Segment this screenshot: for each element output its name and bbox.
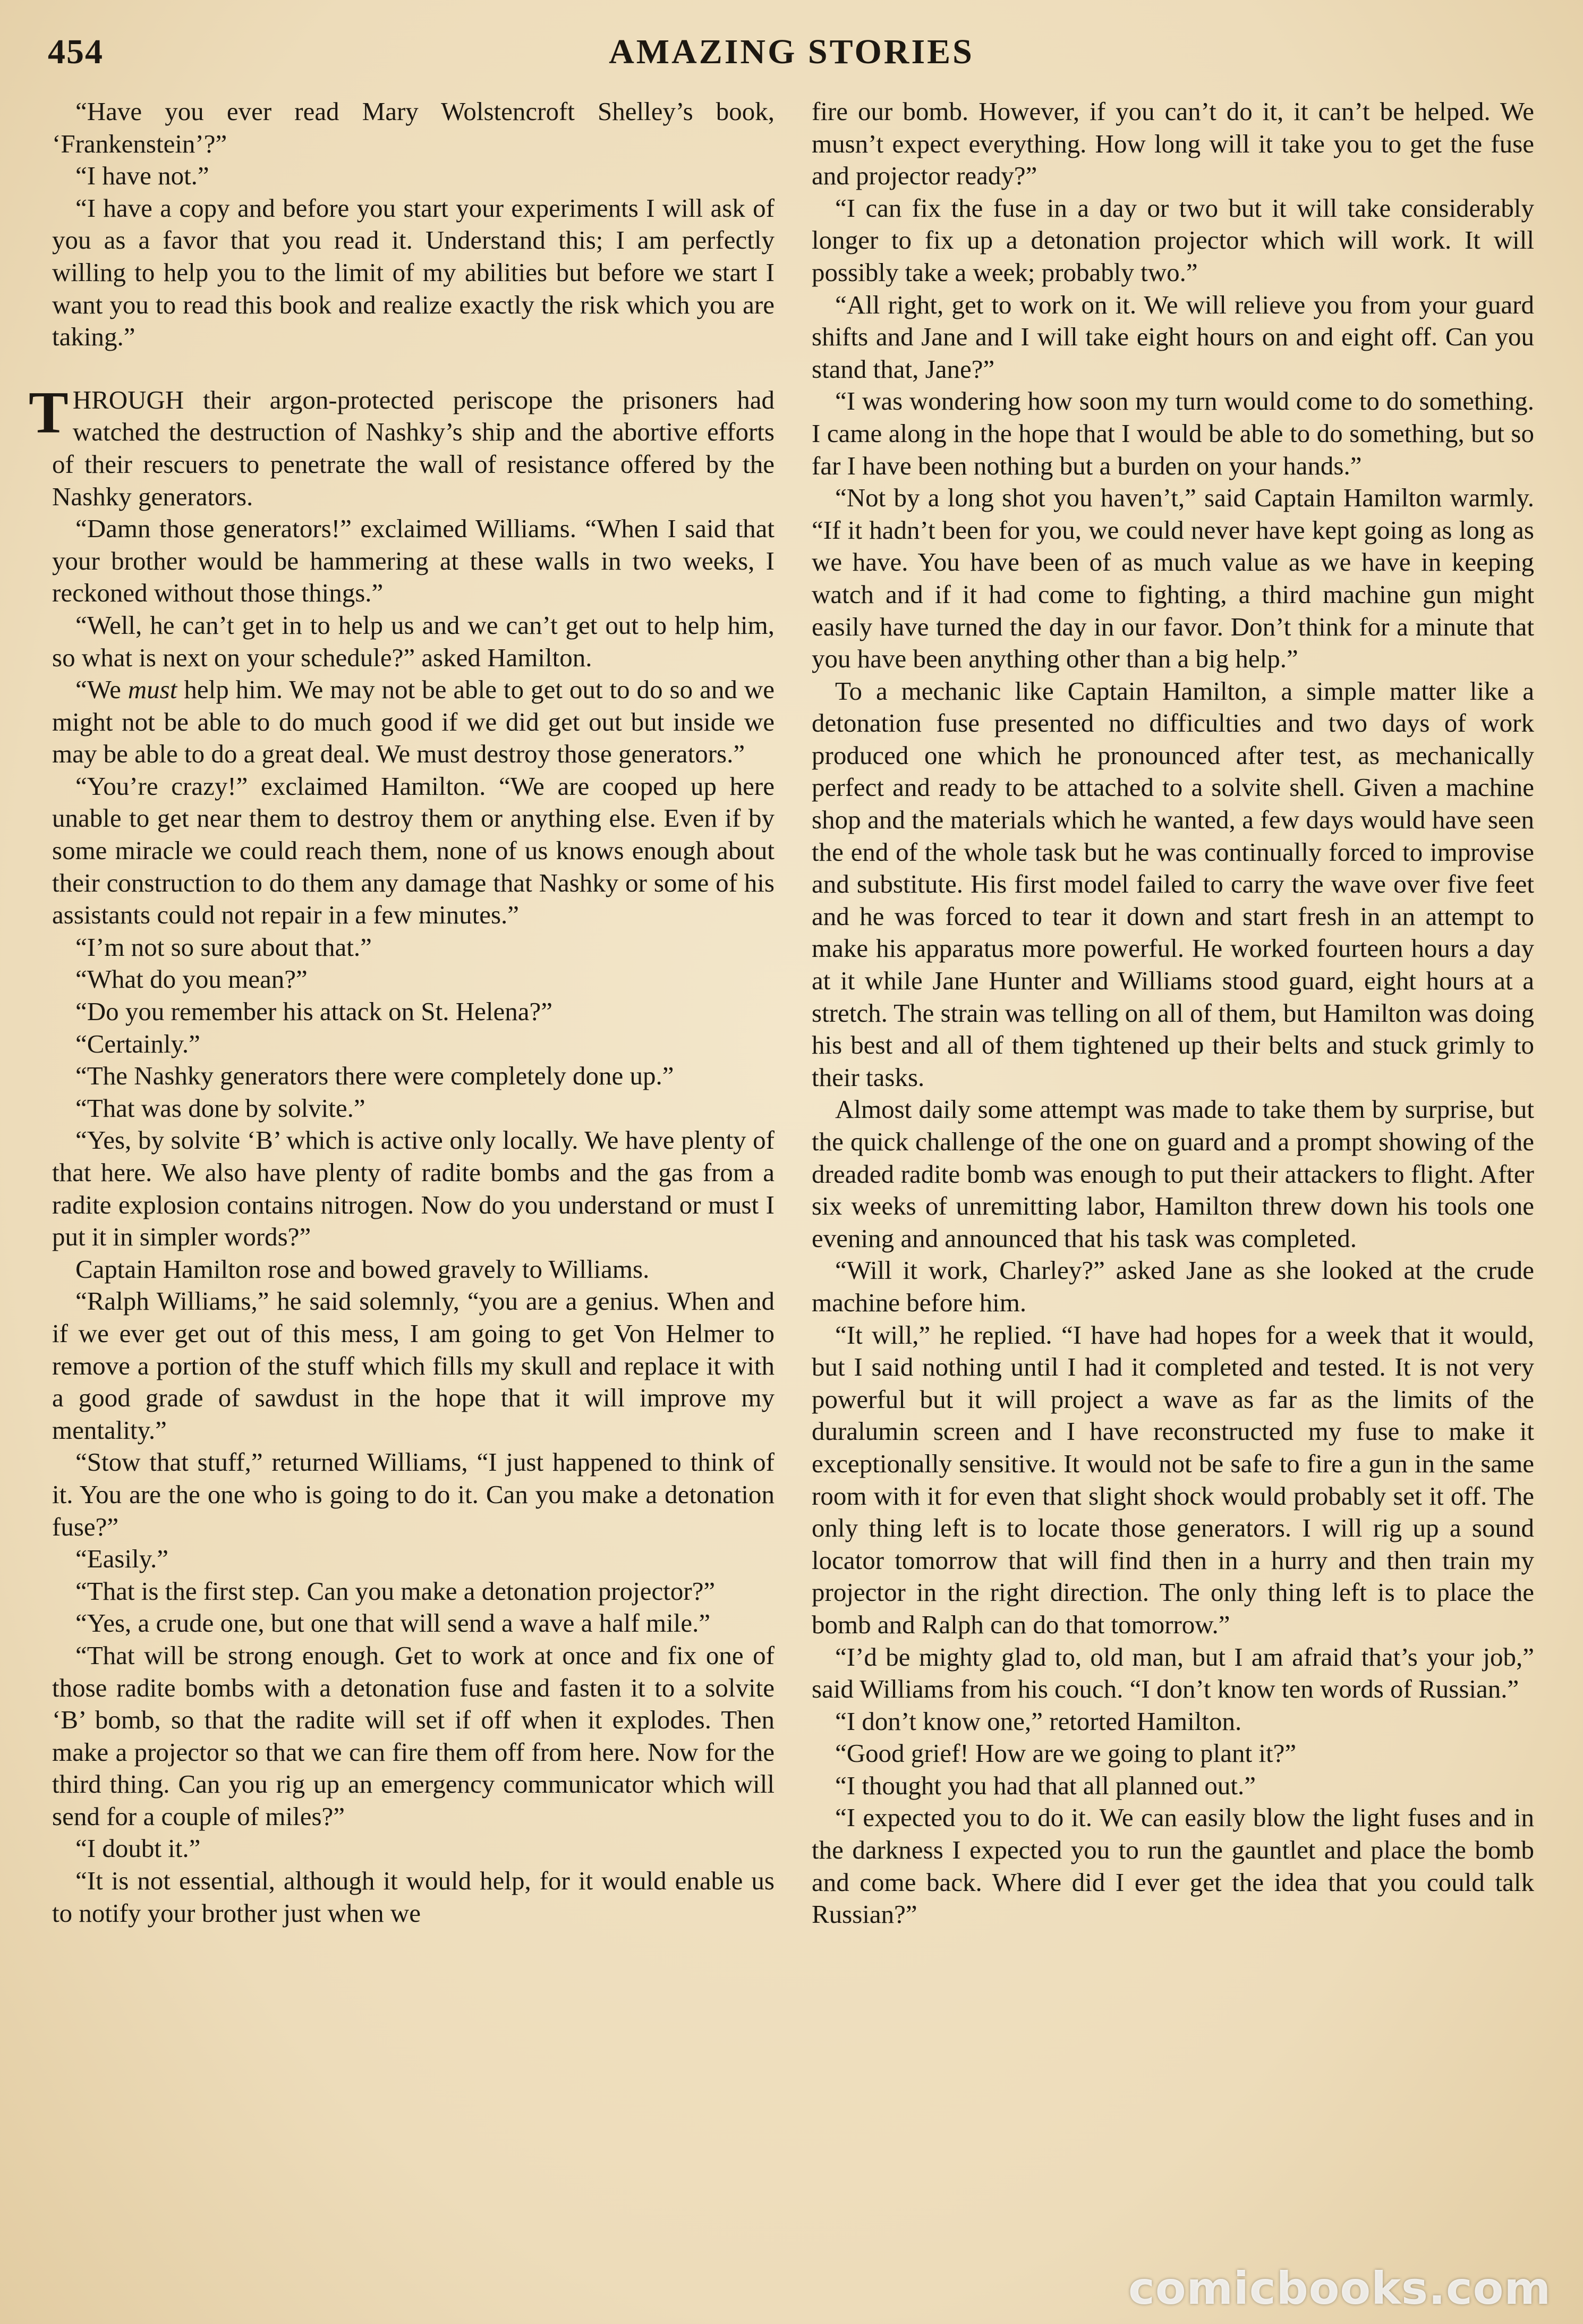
paragraph: “I can fix the fuse in a day or two but it will take considerably longer to fix up a detonation projector which will work. It will possibly take a week; probably two.” — [812, 193, 1534, 287]
paragraph: “All right, get to work on it. We will relieve you from your guard shifts and Jane and I will take eight hours on and eight off. Can you stand that, Jane?” — [812, 290, 1534, 384]
paragraph: “Will it work, Charley?” asked Jane as she looked at the crude machine before him. — [812, 1256, 1534, 1317]
paragraph: “Do you remember his attack on St. Helena?” — [75, 997, 553, 1027]
left-column — [29, 96, 775, 2290]
paragraph: “Ralph Williams,” he said solemnly, “you are a genius. When and if we ever get out of this mess, I am going to get Von Helmer to remove a portion of the stuff which fills my skull and replace it with a good grade of sawdust in the hope that it will improve my mentality.” — [52, 1286, 775, 1445]
paragraph: “Certainly.” — [75, 1029, 200, 1058]
paragraph: “It will,” he replied. “I have had hopes for a week that it would, but I said nothing until I had it completed and tested. It is not very powerful but it will project a wave as far as the limits of the duralumin screen and I have reconstructed my fuse to make it exceptionally sensitive. It would not be safe to fire a gun in the same room with it for even that slight shock would probably set it off. The only thing left is to locate those generators. I will rig up a sound locator tomorrow that will find then in a hurry and then train my projector in the right direction. The only thing left is to place the bomb and Ralph can do that tomorrow.” — [812, 1320, 1534, 1639]
page-number: 454 — [48, 32, 104, 71]
paragraph: “That was done by solvite.” — [75, 1093, 365, 1123]
text-run: help him. We may not be able to get out to do so and we might not be able to do much good if we did get out but inside we may be able to do a great deal. We must destroy those generators.” — [52, 675, 775, 769]
paragraph: “I doubt it.” — [75, 1834, 201, 1863]
paragraph: “I’d be mighty glad to, old man, but I am afraid that’s your job,” said Williams from his couch. “I don’t know ten words of Russian.” — [812, 1642, 1534, 1704]
page-header — [48, 27, 1535, 85]
paragraph: “Well, he can’t get in to help us and we can’t get out to help him, so what is next on your schedule?” asked Hamilton. — [52, 610, 775, 672]
paragraph: “I was wondering how soon my turn would come to do something. I came along in the hope that I would be able to do something, but so far I have been nothing but a burden on your hands.” — [812, 386, 1534, 480]
italic-emphasis: must — [127, 675, 177, 705]
paragraph: “Yes, by solvite ‘B’ which is active only locally. We have plenty of that here. We also have plenty of radite bombs and the gas from a radite explosion contains nitrogen. Now do you understand or must I put it in simpler words?” — [52, 1125, 775, 1252]
paragraph: “Good grief! How are we going to plant it?” — [835, 1738, 1297, 1768]
paragraph: “The Nashky generators there were completely done up.” — [75, 1061, 674, 1091]
section-opening-text: HROUGH their argon-protected periscope the prisoners had watched the destruction of Nashky’s ship and the abortive efforts of their rescuers to penetrate the wall of resistance offered by the Nashky generators. — [52, 385, 775, 511]
paragraph: “Yes, a crude one, but one that will send a wave a half mile.” — [75, 1608, 711, 1638]
paragraph: Captain Hamilton rose and bowed gravely to Williams. — [75, 1254, 650, 1284]
paragraph: “Not by a long shot you haven’t,” said Captain Hamilton warmly. “If it hadn’t been for you, we could never have kept going as long as we have. You have been of as much value as we have in keeping watch and if it had come to fighting, a third machine gun might easily have turned the day in our favor. Don’t think for a minute that you have been anything other than a big help.” — [812, 483, 1534, 674]
text-run: “We — [75, 675, 128, 705]
paragraph: “What do you mean?” — [75, 964, 308, 994]
paragraph: “I have a copy and before you start your experiments I will ask of you as a favor that you read it. Understand this; I am perfectly willing to help you to the limit of my abilities but before we start I want you to read this book and realize exactly the risk which you are taking.” — [52, 193, 775, 352]
paragraph: “Easily.” — [75, 1544, 169, 1574]
paragraph: “Stow that stuff,” returned Williams, “I just happened to think of it. You are the one who is going to do it. Can you make a detonation fuse?” — [52, 1447, 775, 1541]
paragraph: “Damn those generators!” exclaimed Williams. “When I said that your brother would be hammering at these walls in two weeks, I reckoned without those things.” — [52, 514, 775, 608]
paragraph — [52, 674, 775, 770]
section-opening-paragraph — [29, 379, 775, 513]
paragraph: “I’m not so sure about that.” — [75, 932, 372, 962]
drop-cap: T — [29, 379, 69, 446]
site-watermark: comicbooks.com — [1128, 2262, 1551, 2314]
paragraph: To a mechanic like Captain Hamilton, a simple matter like a detonation fuse presented no difficulties and two days of work produced one which he pronounced after test, as mechanically perfect and ready to be attached to a solvite shell. Given a machine shop and the materials which he wanted, a few days would have seen the end of the whole task but he was continually forced to improvise and substitute. His first model failed to carry the wave over five feet and he was forced to tear it down and start fresh in an attempt to make his apparatus more powerful. He worked fourteen hours a day at it while Jane Hunter and Williams stood guard, eight hours at a stretch. The strain was telling on all of them, but Hamilton was doing his best and all of them tightened up their belts and stuck grimly to their tasks. — [812, 676, 1534, 1092]
paragraph: “I expected you to do it. We can easily blow the light fuses and in the darkness I expected you to run the gauntlet and place the bomb and come back. Where did I ever get the idea that you could talk Russian?” — [812, 1803, 1534, 1929]
paragraph: Almost daily some attempt was made to take them by surprise, but the quick challenge of the one on guard and a prompt showing of the dreaded radite bomb was enough to put their attackers to flight. After six weeks of unremitting labor, Hamilton threw down his tools one evening and announced that his task was completed. — [812, 1095, 1534, 1253]
paragraph: “That is the first step. Can you make a detonation projector?” — [75, 1576, 716, 1606]
paragraph: “I have not.” — [75, 161, 209, 191]
paragraph: “I thought you had that all planned out.” — [835, 1770, 1256, 1800]
paragraph: “That will be strong enough. Get to work at once and fix one of those radite bombs with a detonation fuse and fasten it to a solvite ‘B’ bomb, so that the radite will set if off when it explodes. Then make a projector so that we can fire them off from here. Now for the third thing. Can you rig up an emergency communicator which will send for a couple of miles?” — [52, 1640, 775, 1831]
paragraph: “Have you ever read Mary Wolstencroft Shelley’s book, ‘Frankenstein’?” — [52, 97, 775, 158]
right-column — [812, 96, 1534, 2290]
paragraph: “You’re crazy!” exclaimed Hamilton. “We are cooped up here unable to get near them to destroy them or anything else. Even if by some miracle we could reach them, none of us knows enough about their construction to do them any damage that Nashky or some of his assistants could not repair in a few minutes.” — [52, 771, 775, 930]
paragraph: “It is not essential, although it would help, for it would enable us to notify your brother just when we — [52, 1866, 775, 1928]
continued-paragraph: fire our bomb. However, if you can’t do it, it can’t be helped. We musn’t expect everything. How long will it take you to get the fuse and projector ready?” — [812, 97, 1534, 191]
running-head: AMAZING STORIES — [609, 32, 974, 71]
paragraph: “I don’t know one,” retorted Hamilton. — [835, 1706, 1242, 1736]
